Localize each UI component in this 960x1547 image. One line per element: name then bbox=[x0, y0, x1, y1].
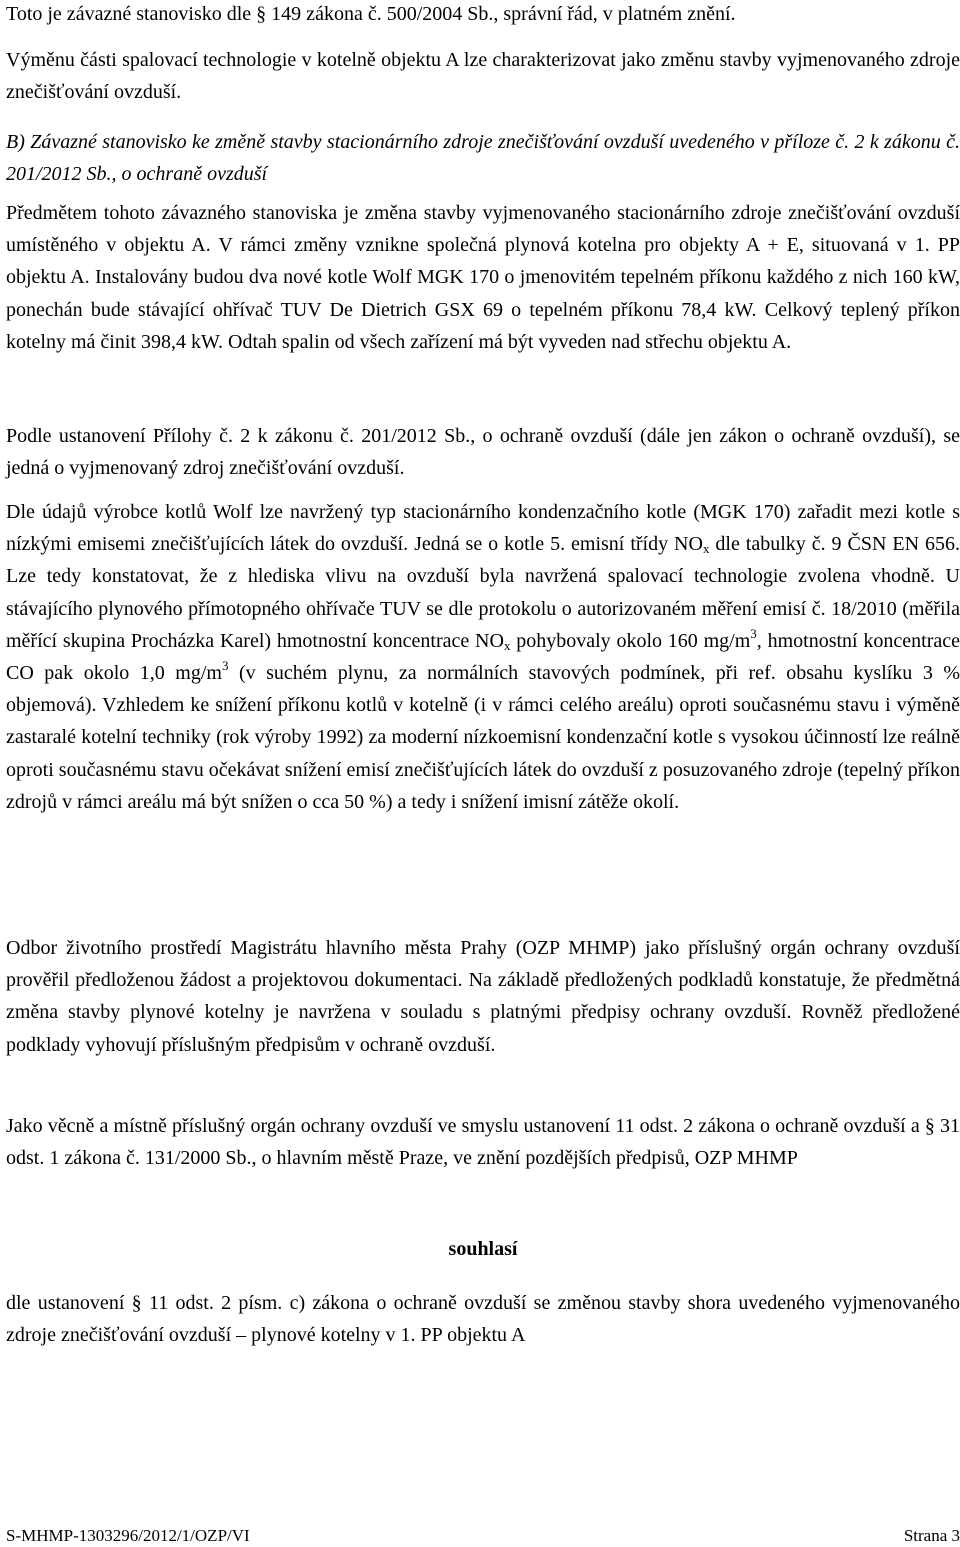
emissions-text-4: , hmotnostní koncentrace CO pak okolo 1,0 mg/m bbox=[6, 629, 960, 685]
competence-paragraph: Jako věcně a místně příslušný orgán ochrany ovzduší ve smyslu ustanovení 11 odst. 2 zákona o ochraně ovzduší a § 31 odst. 1 zákona č. 131/2000 Sb., o hlavním městě Praze, ve znění pozdějších předpisů, OZP MHMP bbox=[6, 1115, 960, 1170]
unit-superscript-2: 3 bbox=[221, 658, 229, 674]
reference-number: S-MHMP-1303296/2012/1/OZP/VI bbox=[6, 1526, 250, 1545]
emissions-paragraph bbox=[6, 496, 960, 818]
emissions-text-3: pohybovaly okolo 160 mg/m bbox=[510, 629, 751, 652]
annex-paragraph: Podle ustanovení Přílohy č. 2 k zákonu č. 201/2012 Sb., o ochraně ovzduší (dále jen zákon o ochraně ovzduší), se jedná o vyjmenovaný zdroj znečišťování ovzduší. bbox=[6, 425, 960, 480]
emissions-text-2: dle tabulky č. 9 ČSN EN 656. Lze tedy konstatovat, že z hlediska vlivu na ovzduší byla navržená spalovací technologie zvolena vhodně. U stávajícího plynového přímotopného ohřívače TUV se dle protokolu o autorizovaném měření emisí č. 18/2010 (měřila měřící skupina Procházka Karel) hmotnostní koncentrace NO bbox=[6, 533, 960, 652]
emissions-text-5: (v suchém plynu, za normálních stavových podmínek, při ref. obsahu kyslíku 3 % objemová). Vzhledem ke snížení příkonu kotlů v kotelně (i v rámci celého areálu) oproti současnému stavu i výměně zastaralé kotelní techniky (rok výroby 1992) za moderní nízkoemisní kondenzační kotle s vysokou účinností lze reálně oproti současnému stavu očekávat snížení emisí znečišťujících látek do ovzduší z posuzovaného zdroje (tepelný příkon zdrojů v rámci areálu má být snížen o cca 50 %) a tedy i snížení imisní zátěže okolí. bbox=[6, 662, 960, 813]
nox-subscript-1: x bbox=[702, 541, 710, 557]
verdict-heading: souhlasí bbox=[448, 1238, 518, 1260]
final-paragraph: dle ustanovení § 11 odst. 2 písm. c) zákona o ochraně ovzduší se změnou stavby shora uvedeného vyjmenovaného zdroje znečišťování ovzduší – plynové kotelny v 1. PP objektu A bbox=[6, 1292, 960, 1347]
section-b-heading: B) Závazné stanovisko ke změně stavby stacionárního zdroje znečišťování ovzduší uvedeného v příloze č. 2 k zákonu č. 201/2012 Sb., o ochraně ovzduší bbox=[6, 131, 960, 186]
subject-paragraph: Předmětem tohoto závazného stanoviska je změna stavby vyjmenovaného stacionárního zdroje znečišťování ovzduší umístěného v objektu A. V rámci změny vznikne společná plynová kotelna pro objekty A + E, situovaná v 1. PP objektu A. Instalovány budou dva nové kotle Wolf MGK 170 o jmenovitém tepelném příkonu každého z nich 160 kW, ponechán bude stávající ohřívač TUV De Dietrich GSX 69 o tepelném příkonu 78,4 kW. Celkový teplený příkon kotelny má činit 398,4 kW. Odtah spalin od všech zařízení má být vyveden nad střechu objektu A. bbox=[6, 202, 960, 353]
unit-superscript-1: 3 bbox=[750, 625, 757, 641]
page-number: Strana 3 bbox=[903, 1526, 960, 1545]
authority-paragraph: Odbor životního prostředí Magistrátu hlavního města Prahy (OZP MHMP) jako příslušný orgán ochrany ovzduší prověřil předloženou žádost a projektovou dokumentaci. Na základě předložených podkladů konstatuje, že předmětná změna stavby plynové kotelny je navržena v souladu s platnými předpisy ochrany ovzduší. Rovněž předložené podklady vyhovují příslušným předpisům v ochraně ovzduší. bbox=[6, 937, 960, 1056]
change-characterization: Výměnu části spalovací technologie v kotelně objektu A lze charakterizovat jako změnu stavby vyjmenovaného zdroje znečišťování ovzduší. bbox=[6, 49, 960, 104]
emissions-text-1: Dle údajů výrobce kotlů Wolf lze navržený typ stacionárního kondenzačního kotle (MGK 170) zařadit mezi kotle s nízkými emisemi znečišťujících látek do ovzduší. Jedná se o kotle 5. emisní třídy NO bbox=[6, 501, 960, 556]
nox-subscript-2: x bbox=[503, 637, 511, 653]
intro-line: Toto je závazné stanovisko dle § 149 zákona č. 500/2004 Sb., správní řád, v platném znění. bbox=[6, 3, 736, 25]
